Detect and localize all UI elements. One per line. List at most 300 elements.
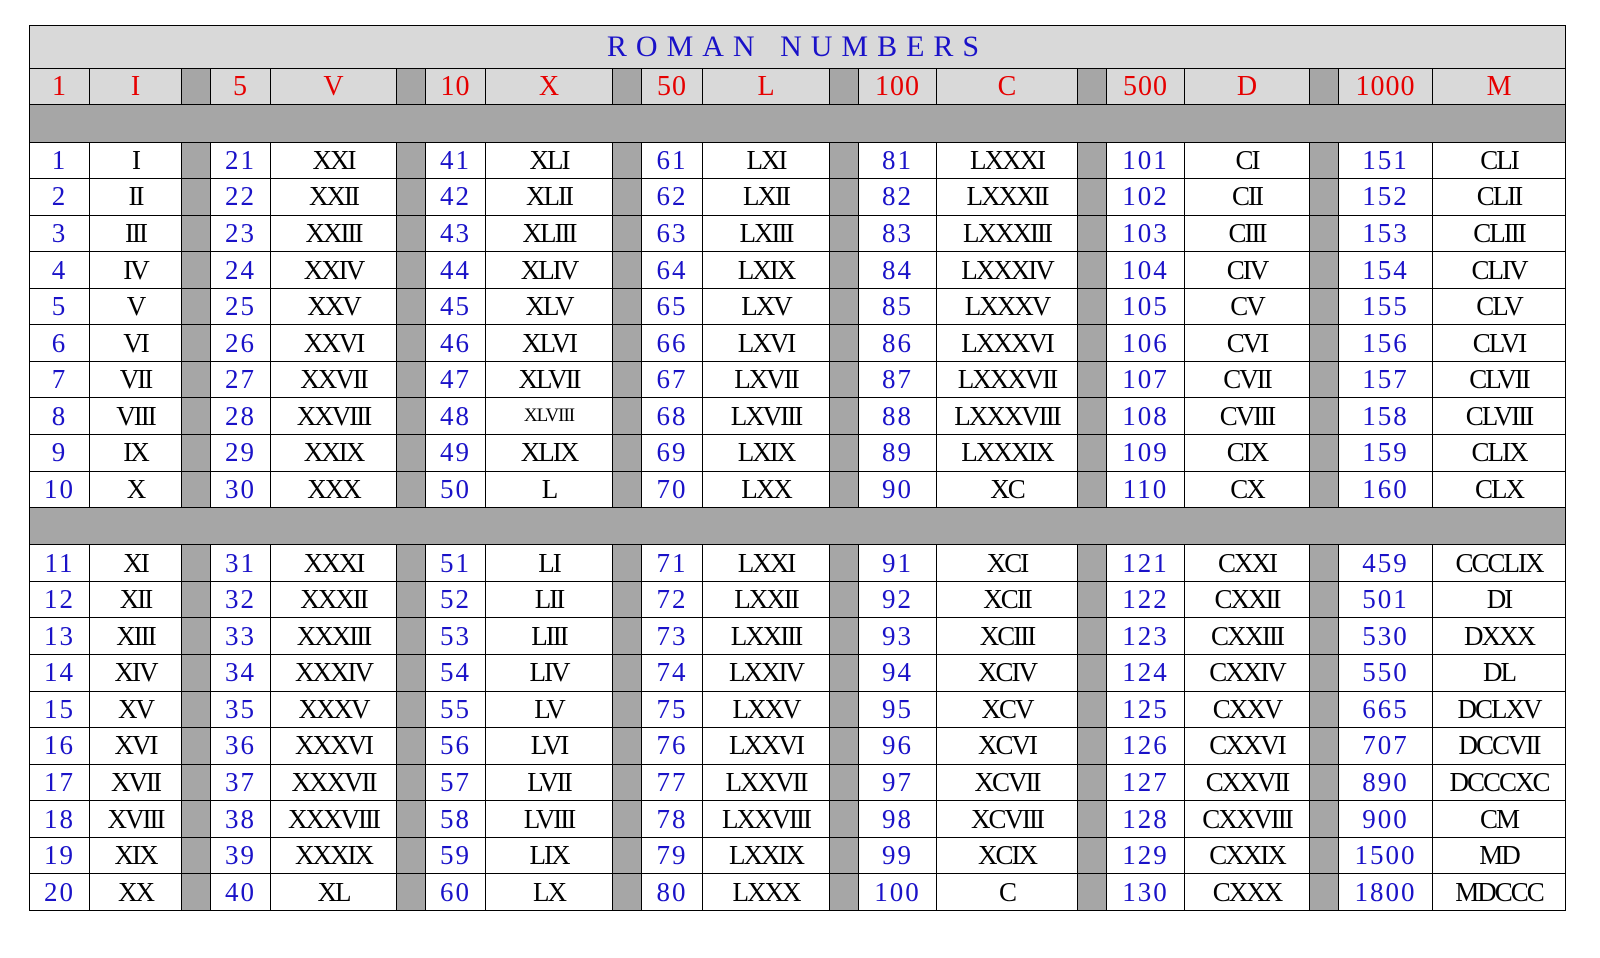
number-cell: 59	[426, 837, 486, 874]
roman-numeral-cell: LXXXI	[937, 142, 1078, 179]
separator-band	[30, 508, 1566, 545]
roman-numeral-cell: XCIII	[937, 618, 1078, 655]
column-separator	[830, 179, 859, 216]
header-symbol-i: I	[90, 69, 182, 105]
column-separator	[830, 874, 859, 911]
column-separator	[182, 142, 211, 179]
column-separator	[397, 325, 426, 362]
number-cell: 18	[30, 801, 90, 838]
number-cell: 44	[426, 252, 486, 289]
column-separator	[182, 837, 211, 874]
number-cell: 71	[642, 545, 703, 582]
number-cell: 86	[859, 325, 937, 362]
roman-numeral-cell: XV	[90, 691, 182, 728]
number-cell: 29	[211, 435, 271, 472]
column-separator	[830, 471, 859, 508]
number-cell: 501	[1339, 581, 1433, 618]
roman-numeral-cell: XLII	[486, 179, 613, 216]
number-cell: 16	[30, 728, 90, 765]
number-cell: 14	[30, 655, 90, 692]
column-separator	[613, 837, 642, 874]
number-cell: 100	[859, 874, 937, 911]
roman-numeral-cell: XXXIV	[271, 655, 397, 692]
column-separator	[830, 288, 859, 325]
column-separator	[1310, 325, 1339, 362]
roman-numeral-cell: LXXX	[703, 874, 830, 911]
column-separator	[830, 581, 859, 618]
roman-numeral-cell: XCI	[937, 545, 1078, 582]
roman-numeral-cell: XLI	[486, 142, 613, 179]
column-separator	[1078, 435, 1107, 472]
number-cell: 48	[426, 398, 486, 435]
column-separator	[397, 581, 426, 618]
roman-numeral-cell: XXI	[271, 142, 397, 179]
number-cell: 23	[211, 215, 271, 252]
number-cell: 665	[1339, 691, 1433, 728]
roman-numeral-cell: CLV	[1433, 288, 1566, 325]
number-cell: 92	[859, 581, 937, 618]
roman-numeral-cell: XL	[271, 874, 397, 911]
column-separator	[397, 398, 426, 435]
number-cell: 159	[1339, 435, 1433, 472]
number-cell: 155	[1339, 288, 1433, 325]
number-cell: 51	[426, 545, 486, 582]
number-cell: 42	[426, 179, 486, 216]
roman-numeral-cell: XXXV	[271, 691, 397, 728]
roman-numeral-cell: LIV	[486, 655, 613, 692]
number-cell: 35	[211, 691, 271, 728]
number-cell: 45	[426, 288, 486, 325]
column-separator	[397, 252, 426, 289]
roman-numeral-cell: XLVIII	[486, 398, 613, 435]
roman-numeral-cell: XXXVIII	[271, 801, 397, 838]
column-separator	[1310, 435, 1339, 472]
number-cell: 154	[1339, 252, 1433, 289]
column-separator	[1078, 325, 1107, 362]
roman-numeral-cell: CXXIX	[1185, 837, 1310, 874]
number-cell: 39	[211, 837, 271, 874]
number-cell: 33	[211, 618, 271, 655]
number-cell: 89	[859, 435, 937, 472]
number-cell: 152	[1339, 179, 1433, 216]
number-cell: 99	[859, 837, 937, 874]
column-separator	[613, 874, 642, 911]
number-cell: 65	[642, 288, 703, 325]
roman-numeral-cell: XXIII	[271, 215, 397, 252]
roman-numeral-cell: LXVIII	[703, 398, 830, 435]
number-cell: 1800	[1339, 874, 1433, 911]
number-cell: 25	[211, 288, 271, 325]
roman-numeral-cell: DCLXV	[1433, 691, 1566, 728]
roman-numeral-cell: LXV	[703, 288, 830, 325]
roman-numeral-cell: XXV	[271, 288, 397, 325]
roman-numeral-cell: LII	[486, 581, 613, 618]
number-cell: 80	[642, 874, 703, 911]
header-value-100: 100	[859, 69, 937, 105]
number-cell: 153	[1339, 215, 1433, 252]
column-separator	[1078, 691, 1107, 728]
column-separator	[1078, 837, 1107, 874]
roman-numeral-cell: DL	[1433, 655, 1566, 692]
column-separator	[613, 325, 642, 362]
table-row	[30, 142, 1566, 179]
roman-numeral-cell: LXX	[703, 471, 830, 508]
column-separator	[1310, 179, 1339, 216]
roman-numeral-cell: LXXXII	[937, 179, 1078, 216]
header-value-1000: 1000	[1339, 69, 1433, 105]
roman-numeral-cell: XIII	[90, 618, 182, 655]
roman-numeral-cell: XXXII	[271, 581, 397, 618]
number-cell: 105	[1107, 288, 1185, 325]
roman-numeral-cell: XCV	[937, 691, 1078, 728]
roman-numeral-cell: LVII	[486, 764, 613, 801]
column-separator	[1310, 69, 1339, 105]
column-separator	[613, 435, 642, 472]
number-cell: 15	[30, 691, 90, 728]
number-cell: 106	[1107, 325, 1185, 362]
roman-numeral-cell: LVIII	[486, 801, 613, 838]
roman-numeral-cell: XLV	[486, 288, 613, 325]
number-cell: 2	[30, 179, 90, 216]
roman-numeral-cell: LXIX	[703, 252, 830, 289]
roman-numeral-cell: LXI	[703, 142, 830, 179]
column-separator	[830, 398, 859, 435]
number-cell: 1	[30, 142, 90, 179]
roman-numeral-cell: CVII	[1185, 361, 1310, 398]
number-cell: 57	[426, 764, 486, 801]
number-cell: 160	[1339, 471, 1433, 508]
column-separator	[830, 215, 859, 252]
roman-numeral-cell: XCIX	[937, 837, 1078, 874]
column-separator	[1078, 252, 1107, 289]
column-separator	[1310, 288, 1339, 325]
table-row	[30, 691, 1566, 728]
roman-numeral-cell: I	[90, 142, 182, 179]
column-separator	[397, 728, 426, 765]
roman-numeral-cell: XXIV	[271, 252, 397, 289]
column-separator	[830, 618, 859, 655]
number-cell: 121	[1107, 545, 1185, 582]
number-cell: 31	[211, 545, 271, 582]
table-row	[30, 837, 1566, 874]
roman-numeral-cell: DCCCXC	[1433, 764, 1566, 801]
table-row	[30, 179, 1566, 216]
column-separator	[182, 325, 211, 362]
table-row	[30, 398, 1566, 435]
roman-numeral-cell: CLIV	[1433, 252, 1566, 289]
number-cell: 13	[30, 618, 90, 655]
column-separator	[830, 801, 859, 838]
number-cell: 54	[426, 655, 486, 692]
roman-numeral-cell: LI	[486, 545, 613, 582]
number-cell: 41	[426, 142, 486, 179]
roman-numeral-cell: LXXXVIII	[937, 398, 1078, 435]
column-separator	[1078, 545, 1107, 582]
number-cell: 90	[859, 471, 937, 508]
column-separator	[397, 142, 426, 179]
column-separator	[397, 471, 426, 508]
column-separator	[182, 361, 211, 398]
roman-numeral-cell: LXXII	[703, 581, 830, 618]
number-cell: 17	[30, 764, 90, 801]
number-cell: 108	[1107, 398, 1185, 435]
number-cell: 97	[859, 764, 937, 801]
table-row	[30, 288, 1566, 325]
number-cell: 70	[642, 471, 703, 508]
roman-numeral-cell: CLIII	[1433, 215, 1566, 252]
column-separator	[613, 398, 642, 435]
column-separator	[830, 837, 859, 874]
number-cell: 707	[1339, 728, 1433, 765]
roman-numeral-cell: CXXI	[1185, 545, 1310, 582]
number-cell: 67	[642, 361, 703, 398]
column-separator	[613, 545, 642, 582]
column-separator	[1078, 801, 1107, 838]
roman-numeral-cell: XXII	[271, 179, 397, 216]
number-cell: 11	[30, 545, 90, 582]
number-cell: 50	[426, 471, 486, 508]
roman-numeral-cell: CXXII	[1185, 581, 1310, 618]
number-cell: 82	[859, 179, 937, 216]
number-cell: 127	[1107, 764, 1185, 801]
roman-numeral-cell: CLII	[1433, 179, 1566, 216]
number-cell: 10	[30, 471, 90, 508]
column-separator	[830, 435, 859, 472]
number-cell: 4	[30, 252, 90, 289]
roman-numeral-cell: XCVIII	[937, 801, 1078, 838]
header-value-10: 10	[426, 69, 486, 105]
number-cell: 72	[642, 581, 703, 618]
roman-numeral-cell: LXXXIV	[937, 252, 1078, 289]
column-separator	[397, 361, 426, 398]
roman-numeral-cell: XLIX	[486, 435, 613, 472]
number-cell: 95	[859, 691, 937, 728]
column-separator	[830, 252, 859, 289]
number-cell: 158	[1339, 398, 1433, 435]
number-cell: 77	[642, 764, 703, 801]
roman-numeral-cell: XLIV	[486, 252, 613, 289]
roman-numeral-cell: XLVII	[486, 361, 613, 398]
column-separator	[613, 728, 642, 765]
roman-numeral-cell: LXXXV	[937, 288, 1078, 325]
column-separator	[182, 288, 211, 325]
separator-band-cell	[30, 508, 1566, 545]
header-symbol-d: D	[1185, 69, 1310, 105]
number-cell: 103	[1107, 215, 1185, 252]
number-cell: 56	[426, 728, 486, 765]
roman-numeral-cell: LXXV	[703, 691, 830, 728]
column-separator	[1310, 837, 1339, 874]
column-separator	[613, 581, 642, 618]
table-row	[30, 874, 1566, 911]
roman-numeral-cell: XXXIII	[271, 618, 397, 655]
number-cell: 8	[30, 398, 90, 435]
column-separator	[830, 545, 859, 582]
table-row	[30, 655, 1566, 692]
column-separator	[613, 691, 642, 728]
number-cell: 69	[642, 435, 703, 472]
column-separator	[182, 252, 211, 289]
number-cell: 58	[426, 801, 486, 838]
number-cell: 66	[642, 325, 703, 362]
number-cell: 34	[211, 655, 271, 692]
roman-numeral-cell: LIX	[486, 837, 613, 874]
column-separator	[182, 69, 211, 105]
roman-numeral-cell: DI	[1433, 581, 1566, 618]
header-value-1: 1	[30, 69, 90, 105]
column-separator	[830, 655, 859, 692]
roman-numeral-cell: LXXVI	[703, 728, 830, 765]
roman-numeral-cell: III	[90, 215, 182, 252]
number-cell: 550	[1339, 655, 1433, 692]
column-separator	[613, 142, 642, 179]
column-separator	[1310, 545, 1339, 582]
roman-numeral-cell: XXX	[271, 471, 397, 508]
number-cell: 125	[1107, 691, 1185, 728]
number-cell: 9	[30, 435, 90, 472]
table-row	[30, 764, 1566, 801]
column-separator	[1310, 142, 1339, 179]
column-separator	[1078, 471, 1107, 508]
roman-numeral-cell: LXXIX	[703, 837, 830, 874]
column-separator	[613, 179, 642, 216]
roman-numeral-cell: XCIV	[937, 655, 1078, 692]
roman-numeral-cell: XI	[90, 545, 182, 582]
number-cell: 890	[1339, 764, 1433, 801]
header-symbol-v: V	[271, 69, 397, 105]
column-separator	[397, 545, 426, 582]
number-cell: 102	[1107, 179, 1185, 216]
number-cell: 27	[211, 361, 271, 398]
roman-numeral-cell: CIX	[1185, 435, 1310, 472]
number-cell: 7	[30, 361, 90, 398]
roman-numeral-cell: XXXVII	[271, 764, 397, 801]
number-cell: 81	[859, 142, 937, 179]
roman-numeral-cell: LXVI	[703, 325, 830, 362]
column-separator	[182, 581, 211, 618]
header-value-50: 50	[642, 69, 703, 105]
roman-numeral-cell: MDCCC	[1433, 874, 1566, 911]
roman-numeral-cell: V	[90, 288, 182, 325]
column-separator	[397, 215, 426, 252]
header-symbol-x: X	[486, 69, 613, 105]
number-cell: 53	[426, 618, 486, 655]
roman-numeral-cell: LXXXVI	[937, 325, 1078, 362]
column-separator	[182, 728, 211, 765]
column-separator	[1310, 581, 1339, 618]
column-separator	[1078, 142, 1107, 179]
column-separator	[182, 764, 211, 801]
roman-numeral-cell: XXVI	[271, 325, 397, 362]
number-cell: 5	[30, 288, 90, 325]
number-cell: 52	[426, 581, 486, 618]
column-separator	[1310, 471, 1339, 508]
number-cell: 87	[859, 361, 937, 398]
column-separator	[1078, 69, 1107, 105]
number-cell: 88	[859, 398, 937, 435]
table-row	[30, 435, 1566, 472]
column-separator	[1310, 801, 1339, 838]
number-cell: 74	[642, 655, 703, 692]
roman-numeral-cell: LXXXVII	[937, 361, 1078, 398]
number-cell: 30	[211, 471, 271, 508]
number-cell: 98	[859, 801, 937, 838]
column-separator	[182, 435, 211, 472]
roman-numeral-cell: LXIII	[703, 215, 830, 252]
number-cell: 128	[1107, 801, 1185, 838]
header-value-5: 5	[211, 69, 271, 105]
roman-numeral-cell: XVIII	[90, 801, 182, 838]
column-separator	[1078, 874, 1107, 911]
number-cell: 93	[859, 618, 937, 655]
number-cell: 78	[642, 801, 703, 838]
roman-numeral-cell: XC	[937, 471, 1078, 508]
number-cell: 96	[859, 728, 937, 765]
number-cell: 459	[1339, 545, 1433, 582]
number-cell: 124	[1107, 655, 1185, 692]
roman-numeral-cell: CM	[1433, 801, 1566, 838]
column-separator	[1310, 398, 1339, 435]
number-cell: 85	[859, 288, 937, 325]
number-cell: 79	[642, 837, 703, 874]
number-cell: 3	[30, 215, 90, 252]
column-separator	[397, 288, 426, 325]
roman-numeral-cell: XXVII	[271, 361, 397, 398]
table-row	[30, 325, 1566, 362]
number-cell: 19	[30, 837, 90, 874]
column-separator	[1078, 655, 1107, 692]
roman-numeral-cell: LXXIV	[703, 655, 830, 692]
column-separator	[182, 215, 211, 252]
number-cell: 26	[211, 325, 271, 362]
roman-numeral-cell: CIII	[1185, 215, 1310, 252]
column-separator	[1078, 398, 1107, 435]
column-separator	[182, 801, 211, 838]
number-cell: 40	[211, 874, 271, 911]
number-cell: 37	[211, 764, 271, 801]
number-cell: 36	[211, 728, 271, 765]
column-separator	[397, 837, 426, 874]
column-separator	[182, 179, 211, 216]
number-cell: 28	[211, 398, 271, 435]
roman-numeral-cell: LXVII	[703, 361, 830, 398]
number-cell: 63	[642, 215, 703, 252]
column-separator	[397, 874, 426, 911]
table-row	[30, 252, 1566, 289]
number-cell: 129	[1107, 837, 1185, 874]
number-cell: 38	[211, 801, 271, 838]
header-symbol-c: C	[937, 69, 1078, 105]
number-cell: 83	[859, 215, 937, 252]
table-row	[30, 471, 1566, 508]
roman-numeral-cell: XII	[90, 581, 182, 618]
roman-numeral-cell: L	[486, 471, 613, 508]
roman-numeral-cell: C	[937, 874, 1078, 911]
roman-numeral-cell: LXIX	[703, 435, 830, 472]
number-cell: 20	[30, 874, 90, 911]
column-separator	[613, 764, 642, 801]
number-cell: 107	[1107, 361, 1185, 398]
number-cell: 49	[426, 435, 486, 472]
column-separator	[1078, 179, 1107, 216]
column-separator	[1310, 655, 1339, 692]
roman-numeral-cell: LXXXIX	[937, 435, 1078, 472]
number-cell: 76	[642, 728, 703, 765]
column-separator	[1078, 764, 1107, 801]
roman-numeral-cell: XLIII	[486, 215, 613, 252]
column-separator	[397, 69, 426, 105]
column-separator	[397, 655, 426, 692]
